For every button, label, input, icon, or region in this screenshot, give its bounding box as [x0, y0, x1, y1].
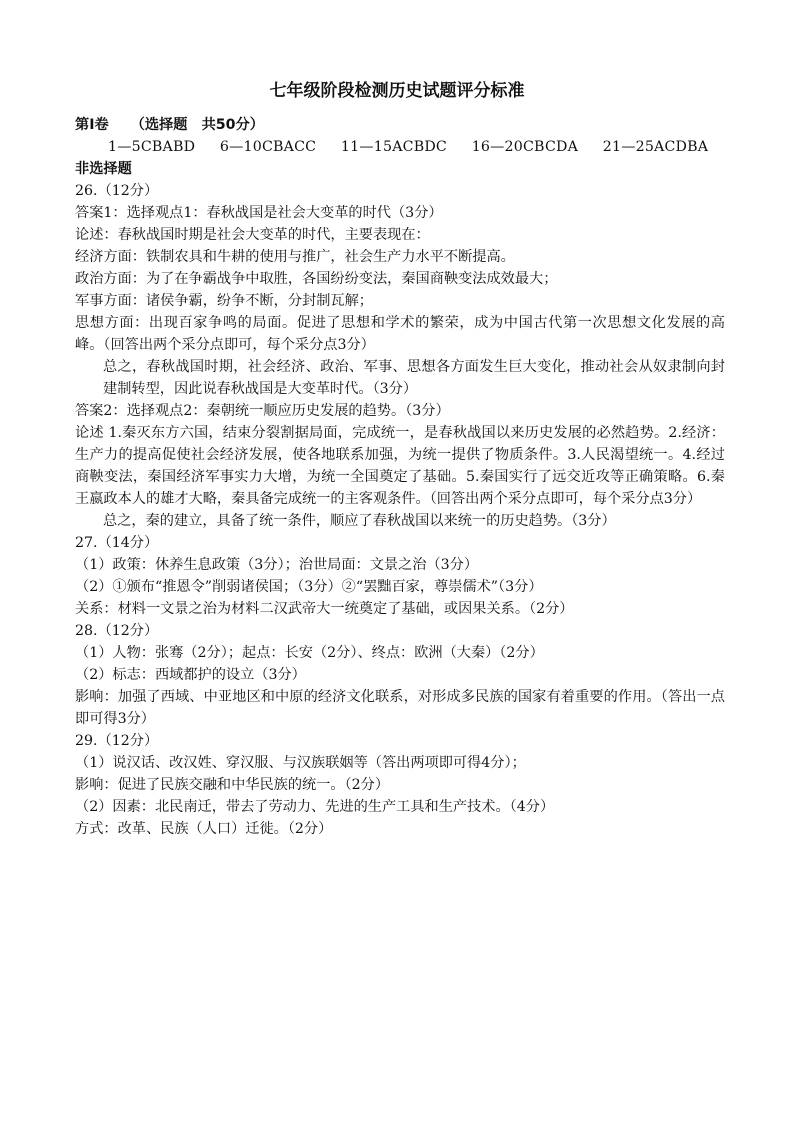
text-line: （1）政策：休养生息政策（3分）；治世局面：文景之治（3分）: [75, 557, 479, 573]
document-body: [75, 114, 725, 840]
answer-group: 1—5CBABD: [108, 139, 196, 155]
text-line: （1）人物：张骞（2分）；起点：长安（2分）、终点：欧洲（大秦）（2分）: [75, 645, 544, 661]
page-title: 七年级阶段检测历史试题评分标准: [269, 81, 525, 101]
answer-group: 21—25ACDBA: [602, 139, 709, 155]
text-line: 关系：材料一文景之治为材料二汉武帝大一统奠定了基础，或因果关系。（2分）: [75, 601, 574, 617]
text-line: 经济方面：铁制农具和牛耕的使用与推广，社会生产力水平不断提高。: [75, 249, 515, 265]
question-29-header: 29.（12分）: [75, 733, 159, 749]
answer-option-1: 答案1：选择观点1：春秋战国是社会大变革的时代（3分）: [75, 205, 443, 221]
choice-answers: [75, 136, 725, 158]
text-line: （2）①颁布“推恩令”削弱诸侯国；（3分）②“罢黜百家，尊崇儒术”（3分）: [75, 579, 543, 595]
text-paragraph: 论述 1.秦灭东方六国，结束分裂割据局面，完成统一，是春秋战国以来历史发展的必然趋势。2.经济：生产力的提高促使社会经济发展，使各地联系加强，为统一提供了物质条件。3.人民渴望统一。4.经过商鞅变法，秦国经济军事实力大增，为统一全国奠定了基础。5.秦国实行了远交近攻等正确策略。6.秦王嬴政本人的雄才大略，秦具备完成统一的主客观条件。（回答出两个采分点即可，每个采分点3分）: [75, 425, 725, 507]
question-28-header: 28.（12分）: [75, 623, 159, 639]
summary-paragraph: 总之，秦的建立，具备了统一条件，顺应了春秋战国以来统一的历史趋势。（3分）: [103, 513, 616, 529]
text-paragraph: 影响：加强了西域、中亚地区和中原的经济文化联系，对形成多民族的国家有着重要的作用。（答出一点即可得3分）: [75, 689, 725, 727]
answer-group: 11—15ACBDC: [340, 139, 447, 155]
section1-detail: （选择题 共50分）: [130, 117, 264, 133]
text-line: 军事方面：诸侯争霸，纷争不断，分封制瓦解；: [75, 293, 373, 309]
text-line: 方式：改革、民族（人口）迁徙。（2分）: [75, 821, 333, 837]
text-line: 论述：春秋战国时期是社会大变革的时代，主要表现在：: [75, 227, 430, 243]
text-line: （1）说汉话、改汉姓、穿汉服、与汉族联姻等（答出两项即可得4分）；: [75, 755, 526, 771]
text-line: （2）标志：西域都护的设立（3分）: [75, 667, 306, 683]
question-27-header: 27.（14分）: [75, 535, 159, 551]
text-line: （2）因素：北民南迁，带去了劳动力、先进的生产工具和生产技术。（4分）: [75, 799, 555, 815]
answer-group: 16—20CBCDA: [471, 139, 579, 155]
answer-option-2: 答案2：选择观点2：秦朝统一顺应历史发展的趋势。（3分）: [75, 403, 450, 419]
text-paragraph: 思想方面：出现百家争鸣的局面。促进了思想和学术的繁荣，成为中国古代第一次思想文化发展的高峰。（回答出两个采分点即可，每个采分点3分）: [75, 315, 725, 353]
text-line: 政治方面：为了在争霸战争中取胜，各国纷纷变法，秦国商鞅变法成效最大；: [75, 271, 558, 287]
section1-label: 第Ⅰ卷: [75, 117, 109, 133]
text-line: 影响：促进了民族交融和中华民族的统一。（2分）: [75, 777, 390, 793]
answer-group: 6—10CBACC: [219, 139, 317, 155]
section2-header: 非选择题: [75, 161, 132, 177]
question-26-header: 26.（12分）: [75, 183, 159, 199]
summary-paragraph: 总之，春秋战国时期，社会经济、政治、军事、思想各方面发生巨大变化，推动社会从奴隶制向封建制转型，因此说春秋战国是大变革时代。（3分）: [103, 359, 725, 397]
section1-header: [75, 114, 725, 136]
